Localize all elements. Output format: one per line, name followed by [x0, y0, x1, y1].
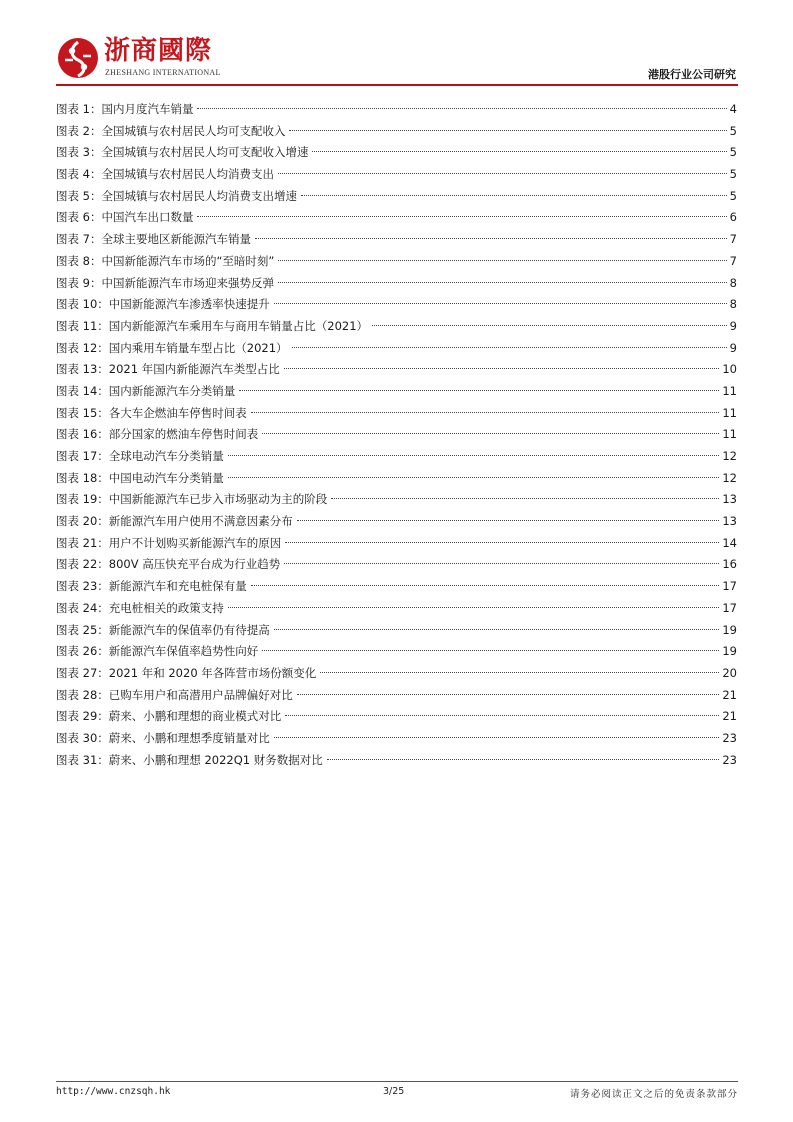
toc-dot-leader — [228, 607, 720, 608]
toc-entry-page[interactable]: 5 — [729, 188, 737, 203]
toc-dot-leader — [228, 477, 720, 478]
toc-entry-page[interactable]: 8 — [729, 297, 737, 312]
toc-entry[interactable] — [56, 576, 737, 598]
toc-dot-leader — [228, 455, 720, 456]
toc-entry-page[interactable]: 5 — [729, 145, 737, 160]
toc-entry-page[interactable]: 7 — [729, 253, 737, 268]
toc-entry[interactable] — [56, 186, 737, 208]
toc-dot-leader — [285, 715, 719, 716]
toc-dot-leader — [331, 498, 719, 499]
website-link[interactable]: http://www.cnzsqh.hk — [56, 1086, 171, 1097]
toc-entry-page[interactable]: 19 — [722, 644, 737, 659]
toc-dot-leader — [284, 563, 719, 564]
toc-entry-page[interactable]: 21 — [722, 687, 737, 702]
toc-dot-leader — [278, 173, 727, 174]
toc-entry-title[interactable]: 图表 8：中国新能源汽车市场的“至暗时刻” — [56, 253, 275, 268]
toc-entry[interactable] — [56, 620, 737, 642]
toc-entry-page[interactable]: 13 — [722, 514, 737, 529]
toc-entry-title[interactable]: 图表 16：部分国家的燃油车停售时间表 — [56, 427, 259, 442]
toc-entry-title[interactable]: 图表 14：国内新能源汽车分类销量 — [56, 383, 236, 398]
toc-entry-title[interactable]: 图表 4：全国城镇与农村居民人均消费支出 — [56, 167, 274, 182]
toc-entry-page[interactable]: 9 — [729, 318, 737, 333]
toc-dot-leader — [197, 108, 726, 109]
toc-entry[interactable] — [56, 685, 737, 707]
toc-dot-leader — [297, 694, 720, 695]
toc-entry[interactable] — [56, 142, 737, 164]
toc-entry[interactable] — [56, 359, 737, 381]
toc-dot-leader — [278, 282, 727, 283]
toc-entry[interactable] — [56, 641, 737, 663]
toc-entry-title[interactable]: 图表 13：2021 年国内新能源汽车类型占比 — [56, 362, 280, 377]
toc-entry-page[interactable]: 7 — [729, 232, 737, 247]
toc-entry-page[interactable]: 9 — [729, 340, 737, 355]
toc-entry-title[interactable]: 图表 31：蔚来、小鹏和理想 2022Q1 财务数据对比 — [56, 752, 323, 767]
toc-entry[interactable] — [56, 121, 737, 143]
toc-entry[interactable] — [56, 381, 737, 403]
toc-entry-page[interactable]: 12 — [722, 470, 737, 485]
toc-dot-leader — [312, 151, 726, 152]
toc-entry-title[interactable]: 图表 18：中国电动汽车分类销量 — [56, 470, 224, 485]
toc-dot-leader — [274, 303, 727, 304]
report-type: 港股行业公司研究 — [648, 68, 736, 81]
footer-divider — [56, 1081, 738, 1082]
toc-entry-title[interactable]: 图表 17：全球电动汽车分类销量 — [56, 449, 224, 463]
toc-entry[interactable] — [56, 294, 737, 316]
toc-entry-title[interactable]: 图表 25：新能源汽车的保值率仍有待提高 — [56, 622, 270, 637]
toc-entry-title[interactable]: 图表 22：800V 高压快充平台成为行业趋势 — [56, 557, 281, 572]
toc-entry-title[interactable]: 图表 9：中国新能源汽车市场迎来强势反弹 — [56, 275, 274, 290]
company-logo — [56, 34, 221, 82]
toc-dot-leader — [372, 325, 727, 326]
toc-entry-page[interactable]: 17 — [722, 579, 737, 594]
toc-entry-page[interactable]: 21 — [722, 709, 737, 724]
toc-entry[interactable] — [56, 251, 737, 273]
toc-entry-title[interactable]: 图表 30：蔚来、小鹏和理想季度销量对比 — [56, 730, 270, 745]
toc-entry[interactable] — [56, 663, 737, 685]
toc-entry-title[interactable]: 图表 26：新能源汽车保值率趋势性向好 — [56, 644, 259, 659]
toc-entry-page[interactable]: 4 — [729, 102, 737, 116]
toc-entry[interactable] — [56, 403, 737, 425]
toc-dot-leader — [327, 759, 720, 760]
toc-dot-leader — [251, 585, 720, 586]
toc-entry-page[interactable]: 12 — [722, 449, 737, 463]
page-header — [56, 30, 738, 84]
toc-entry-page[interactable]: 5 — [729, 123, 737, 138]
toc-entry-title[interactable]: 图表 20：新能源汽车用户使用不满意因素分布 — [56, 514, 293, 529]
toc-entry-title[interactable]: 图表 12：国内乘用车销量车型占比（2021） — [56, 340, 288, 355]
toc-dot-leader — [320, 672, 719, 673]
toc-entry[interactable] — [56, 489, 737, 511]
toc-entry-title[interactable]: 图表 23：新能源汽车和充电桩保有量 — [56, 579, 247, 594]
toc-entry-title[interactable]: 图表 21：用户不计划购买新能源汽车的原因 — [56, 535, 282, 550]
toc-entry[interactable] — [56, 229, 737, 251]
toc-entry-page[interactable]: 17 — [722, 600, 737, 615]
toc-entry[interactable] — [56, 750, 737, 772]
toc-entry[interactable] — [56, 99, 737, 121]
toc-entry-title[interactable]: 图表 7：全球主要地区新能源汽车销量 — [56, 232, 251, 247]
toc-entry[interactable] — [56, 316, 737, 338]
toc-entry[interactable] — [56, 706, 737, 728]
toc-entry[interactable] — [56, 511, 737, 533]
toc-entry-title[interactable]: 图表 2：全国城镇与农村居民人均可支配收入 — [56, 123, 286, 138]
toc-entry-title[interactable]: 图表 29：蔚来、小鹏和理想的商业模式对比 — [56, 709, 282, 724]
toc-entry-page[interactable]: 20 — [722, 665, 737, 680]
toc-dot-leader — [262, 433, 719, 434]
header-divider — [56, 84, 738, 86]
toc-entry-title[interactable]: 图表 3：全国城镇与农村居民人均可支配收入增速 — [56, 145, 309, 160]
toc-entry-page[interactable]: 11 — [722, 427, 737, 442]
toc-dot-leader — [239, 390, 719, 391]
toc-entry-page[interactable]: 8 — [729, 275, 737, 290]
toc-entry-title[interactable]: 图表 6：中国汽车出口数量 — [56, 210, 194, 225]
logo-english-name: ZHESHANG INTERNATIONAL — [105, 68, 221, 77]
toc-dot-leader — [251, 412, 720, 413]
page-number: 3/25 — [383, 1086, 405, 1097]
toc-dot-leader — [262, 650, 719, 651]
toc-entry-page[interactable]: 16 — [722, 557, 737, 572]
toc-entry-page[interactable]: 11 — [722, 405, 737, 420]
toc-entry-page[interactable]: 5 — [729, 167, 737, 182]
toc-dot-leader — [255, 238, 727, 239]
toc-dot-leader — [289, 130, 726, 131]
toc-dot-leader — [292, 347, 727, 348]
toc-entry[interactable] — [56, 338, 737, 360]
toc-entry-page[interactable]: 10 — [722, 362, 737, 377]
toc-entry[interactable] — [56, 533, 737, 555]
toc-dot-leader — [301, 195, 727, 196]
logo-chinese-name: 浙商國際 — [104, 36, 213, 66]
toc-entry-title[interactable]: 图表 11：国内新能源汽车乘用车与商用车销量占比（2021） — [56, 318, 369, 333]
toc-dot-leader — [274, 629, 720, 630]
disclaimer-text: 请务必阅读正文之后的免责条款部分 — [569, 1089, 738, 1100]
toc-entry[interactable] — [56, 446, 737, 468]
toc-dot-leader — [284, 368, 720, 369]
toc-entry-page[interactable]: 14 — [722, 535, 737, 550]
toc-entry-title[interactable]: 图表 27：2021 年和 2020 年各阵营市场份额变化 — [56, 665, 317, 680]
toc-entry-page[interactable]: 23 — [722, 752, 737, 767]
toc-entry-page[interactable]: 13 — [722, 492, 737, 507]
toc-entry-title[interactable]: 图表 15：各大车企燃油车停售时间表 — [56, 405, 247, 420]
toc-entry-page[interactable]: 11 — [722, 383, 737, 398]
toc-entry[interactable] — [56, 468, 737, 490]
zheshang-logo-icon — [56, 36, 100, 80]
toc-entry-page[interactable]: 19 — [722, 622, 737, 637]
page-footer — [56, 1086, 738, 1102]
toc-entry[interactable] — [56, 273, 737, 295]
toc-entry[interactable] — [56, 207, 737, 229]
toc-entry-title[interactable]: 图表 5：全国城镇与农村居民人均消费支出增速 — [56, 188, 297, 203]
toc-entry-title[interactable]: 图表 10：中国新能源汽车渗透率快速提升 — [56, 297, 270, 312]
figure-table-of-contents — [56, 99, 737, 771]
toc-dot-leader — [197, 216, 726, 217]
toc-entry-title[interactable]: 图表 24：充电桩相关的政策支持 — [56, 600, 224, 615]
toc-entry-page[interactable]: 23 — [722, 730, 737, 745]
toc-entry[interactable] — [56, 554, 737, 576]
toc-entry[interactable] — [56, 728, 737, 750]
toc-entry-title[interactable]: 图表 19：中国新能源汽车已步入市场驱动为主的阶段 — [56, 492, 328, 507]
toc-dot-leader — [297, 520, 720, 521]
toc-entry-page[interactable]: 6 — [729, 210, 737, 225]
toc-dot-leader — [278, 260, 726, 261]
toc-entry[interactable] — [56, 424, 737, 446]
toc-entry[interactable] — [56, 598, 737, 620]
toc-dot-leader — [274, 737, 720, 738]
toc-entry-title[interactable]: 图表 1：国内月度汽车销量 — [56, 102, 194, 116]
toc-entry-title[interactable]: 图表 28：已购车用户和高潜用户品牌偏好对比 — [56, 687, 293, 702]
toc-entry[interactable] — [56, 164, 737, 186]
toc-dot-leader — [285, 542, 719, 543]
